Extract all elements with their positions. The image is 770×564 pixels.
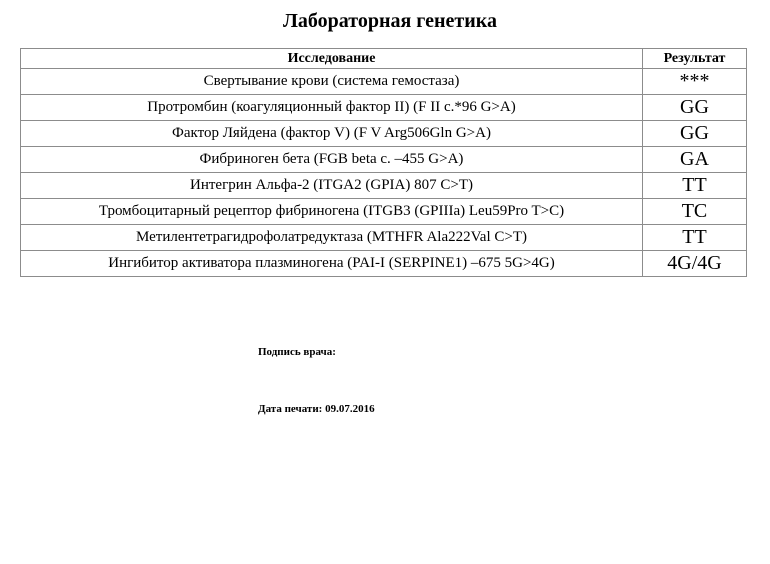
- result-cell: TT: [643, 225, 747, 251]
- column-header-result: Результат: [643, 49, 747, 69]
- results-table: [20, 48, 747, 277]
- result-cell: TC: [643, 199, 747, 225]
- table-row: [21, 225, 747, 251]
- study-cell: Фактор Ляйдена (фактор V) (F V Arg506Gln G>A): [21, 121, 643, 147]
- result-cell: 4G/4G: [643, 251, 747, 277]
- column-header-study: Исследование: [21, 49, 643, 69]
- study-cell: Метилентетрагидрофолатредуктаза (MTHFR Ala222Val C>T): [21, 225, 643, 251]
- page-title: Лабораторная генетика: [283, 10, 497, 32]
- doctor-signature-label: Подпись врача:: [258, 346, 336, 358]
- print-date: Дата печати: 09.07.2016: [258, 403, 375, 415]
- result-cell: GG: [643, 95, 747, 121]
- table-row: [21, 199, 747, 225]
- study-cell: Интегрин Альфа-2 (ITGA2 (GPIA) 807 C>T): [21, 173, 643, 199]
- result-cell: GA: [643, 147, 747, 173]
- table-row: [21, 251, 747, 277]
- table-row: [21, 95, 747, 121]
- study-cell: Тромбоцитарный рецептор фибриногена (ITGB3 (GPIIIa) Leu59Pro T>C): [21, 199, 643, 225]
- table-row: [21, 121, 747, 147]
- study-cell: Фибриноген бета (FGB beta c. –455 G>A): [21, 147, 643, 173]
- table-row: [21, 173, 747, 199]
- study-cell: Ингибитор активатора плазминогена (PAI-I (SERPINE1) –675 5G>4G): [21, 251, 643, 277]
- study-cell: Протромбин (коагуляционный фактор II) (F II c.*96 G>A): [21, 95, 643, 121]
- result-cell: TT: [643, 173, 747, 199]
- table-header-row: [21, 49, 747, 69]
- result-cell: ***: [643, 69, 747, 95]
- table-row: [21, 69, 747, 95]
- study-cell: Свертывание крови (система гемостаза): [21, 69, 643, 95]
- table-row: [21, 147, 747, 173]
- result-cell: GG: [643, 121, 747, 147]
